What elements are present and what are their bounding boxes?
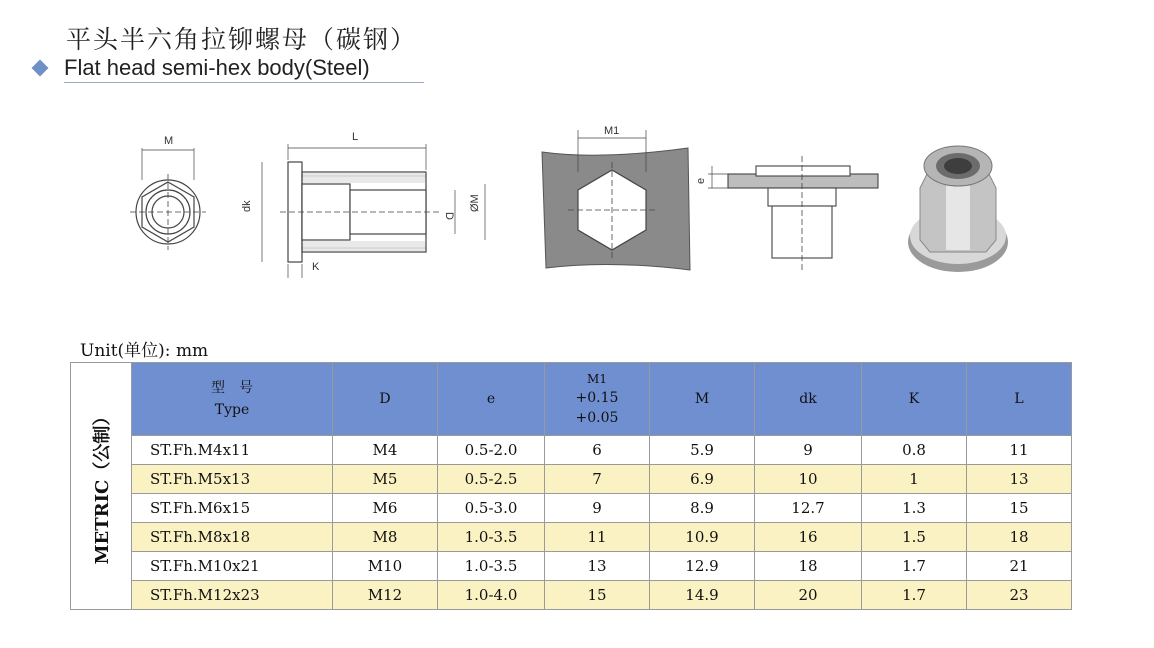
cell-type: ST.Fh.M4x11: [132, 436, 333, 465]
cell-m1: 7: [545, 465, 650, 494]
cell-m: 10.9: [650, 523, 755, 552]
cell-dk: 20: [755, 581, 862, 610]
cell-dk: 18: [755, 552, 862, 581]
cell-m1: 9: [545, 494, 650, 523]
cell-e: 0.5-2.5: [438, 465, 545, 494]
unit-label: Unit(单位): mm: [80, 341, 209, 361]
cell-k: 1.7: [862, 581, 967, 610]
cell-m1: 15: [545, 581, 650, 610]
installed-view-drawing: [708, 156, 878, 270]
header-type-en: Type: [214, 402, 250, 418]
cell-m: 14.9: [650, 581, 755, 610]
cell-e: 1.0-3.5: [438, 552, 545, 581]
cell-e: 0.5-2.0: [438, 436, 545, 465]
cell-e: 1.0-4.0: [438, 581, 545, 610]
label-om: ØM: [469, 194, 481, 212]
header-e: e: [438, 363, 545, 436]
cell-l: 11: [967, 436, 1072, 465]
side-metric-cell: [71, 363, 132, 610]
cell-k: 0.8: [862, 436, 967, 465]
cell-type: ST.Fh.M8x18: [132, 523, 333, 552]
cell-dk: 10: [755, 465, 862, 494]
cell-d: M6: [333, 494, 438, 523]
cell-type: ST.Fh.M12x23: [132, 581, 333, 610]
title-chinese: 平头半六角拉铆螺母（碳钢）: [66, 25, 418, 54]
cell-type: ST.Fh.M5x13: [132, 465, 333, 494]
cell-dk: 9: [755, 436, 862, 465]
cell-m1: 6: [545, 436, 650, 465]
header-m1-tol2: +0.05: [575, 410, 619, 426]
front-view-drawing: [130, 148, 206, 250]
cell-d: M10: [333, 552, 438, 581]
table-row: [71, 523, 1072, 552]
diamond-bullet-icon: [32, 60, 49, 77]
cell-l: 13: [967, 465, 1072, 494]
cell-d: M4: [333, 436, 438, 465]
cell-l: 23: [967, 581, 1072, 610]
cell-e: 0.5-3.0: [438, 494, 545, 523]
label-m1: M1: [604, 125, 620, 137]
cell-l: 18: [967, 523, 1072, 552]
section-view-drawing: [262, 144, 485, 278]
table-row: [71, 581, 1072, 610]
cell-k: 1: [862, 465, 967, 494]
cell-d: M5: [333, 465, 438, 494]
cell-e: 1.0-3.5: [438, 523, 545, 552]
label-l: L: [352, 131, 359, 143]
label-d: D: [443, 212, 455, 220]
cell-dk: 12.7: [755, 494, 862, 523]
label-e: e: [695, 177, 707, 184]
table-header-row: [71, 363, 1072, 436]
header-m1-tol1: +0.15: [575, 390, 619, 406]
cell-k: 1.7: [862, 552, 967, 581]
label-k: K: [312, 261, 320, 273]
side-metric-label: METRIC（公制）: [92, 407, 113, 565]
header-d: D: [333, 363, 438, 436]
cell-d: M8: [333, 523, 438, 552]
header-type-cn: 型 号: [211, 380, 253, 396]
cell-m: 6.9: [650, 465, 755, 494]
header-m: M: [650, 363, 755, 436]
title-english: Flat head semi-hex body(Steel): [64, 55, 424, 83]
cell-m: 5.9: [650, 436, 755, 465]
header-type: [132, 363, 333, 436]
technical-drawings: [0, 100, 1154, 300]
cell-dk: 16: [755, 523, 862, 552]
cell-type: ST.Fh.M10x21: [132, 552, 333, 581]
cell-m: 8.9: [650, 494, 755, 523]
cell-k: 1.5: [862, 523, 967, 552]
label-dk: dk: [241, 200, 253, 212]
spec-table: [70, 362, 1072, 610]
header-k: K: [862, 363, 967, 436]
table-row: [71, 436, 1072, 465]
table-row: [71, 465, 1072, 494]
cell-m: 12.9: [650, 552, 755, 581]
cell-d: M12: [333, 581, 438, 610]
label-m: M: [164, 135, 174, 147]
header-m1: [545, 363, 650, 436]
table-row: [71, 552, 1072, 581]
cell-type: ST.Fh.M6x15: [132, 494, 333, 523]
cell-l: 21: [967, 552, 1072, 581]
header-m1-top: M1: [587, 372, 607, 386]
cell-k: 1.3: [862, 494, 967, 523]
cell-m1: 11: [545, 523, 650, 552]
hex-hole-drawing: [542, 130, 690, 270]
header-dk: dk: [755, 363, 862, 436]
cell-l: 15: [967, 494, 1072, 523]
cell-m1: 13: [545, 552, 650, 581]
nut-3d-render: [908, 146, 1008, 272]
table-row: [71, 494, 1072, 523]
header-l: L: [967, 363, 1072, 436]
